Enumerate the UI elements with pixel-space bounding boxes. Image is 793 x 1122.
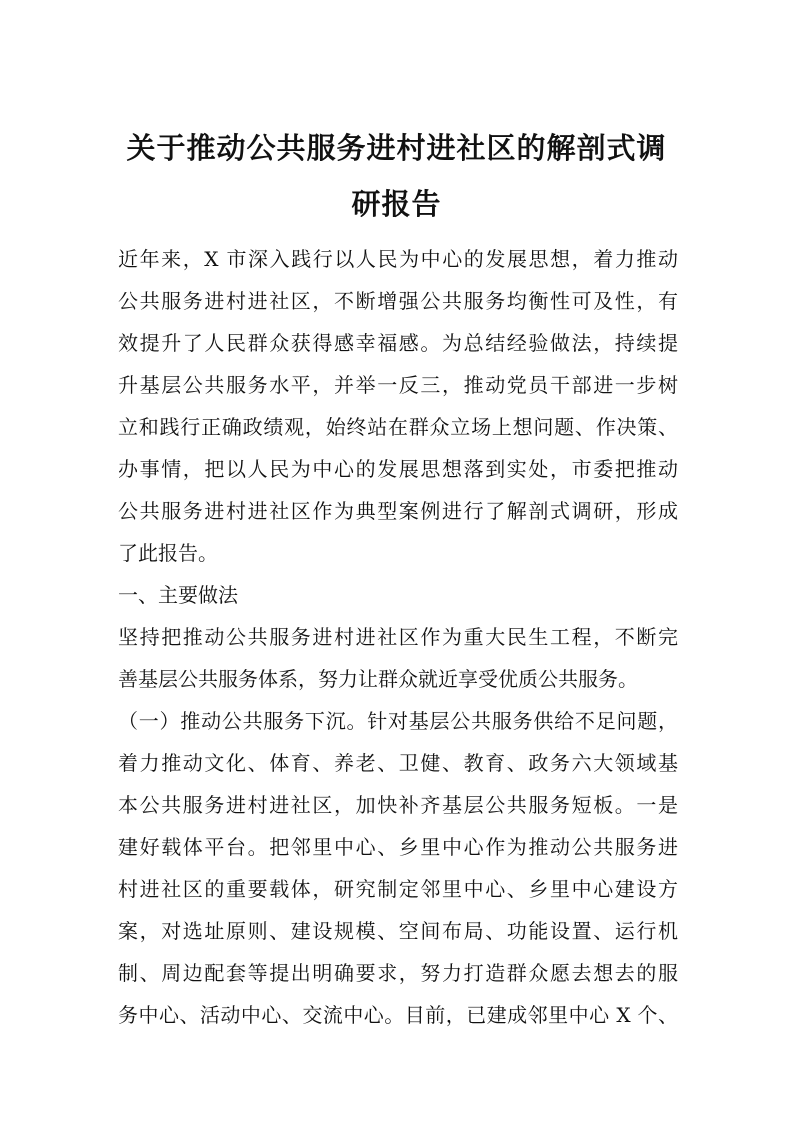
body-line: 案，对选址原则、建设规模、空间布局、功能设置、运行机 [118,919,678,943]
body-line: 本公共服务进村进社区，加快补齐基层公共服务短板。一是 [118,793,678,817]
body-line: 效提升了人民群众获得感幸福感。为总结经验做法，持续提 [118,331,678,355]
body-line: 了此报告。 [118,541,218,565]
body-line: 坚持把推动公共服务进村进社区作为重大民生工程，不断完 [118,625,678,649]
report-body [118,238,678,1036]
report-title [110,120,683,232]
section-heading: 一、主要做法 [118,583,238,607]
subsection-line: （一）推动公共服务下沉。针对基层公共服务供给不足问题， [118,709,678,733]
body-line: 公共服务进村进社区，不断增强公共服务均衡性可及性，有 [118,289,678,313]
body-line: 制、周边配套等提出明确要求，努力打造群众愿去想去的服 [118,961,678,985]
body-line: 着力推动文化、体育、养老、卫健、教育、政务六大领域基 [118,751,678,775]
body-line: 立和践行正确政绩观，始终站在群众立场上想问题、作决策、 [118,415,678,439]
body-line: 村进社区的重要载体，研究制定邻里中心、乡里中心建设方 [118,877,678,901]
body-line: 公共服务进村进社区作为典型案例进行了解剖式调研，形成 [118,499,678,523]
title-line-2: 研报告 [351,187,442,221]
body-line: 建好载体平台。把邻里中心、乡里中心作为推动公共服务进 [118,835,678,859]
title-line-1: 关于推动公共服务进村进社区的解剖式调 [126,131,667,165]
body-line: 善基层公共服务体系，努力让群众就近享受优质公共服务。 [118,667,638,691]
body-line: 务中心、活动中心、交流中心。目前，已建成邻里中心 X 个、 [118,1003,678,1027]
body-line: 近年来，X 市深入践行以人民为中心的发展思想，着力推动 [118,247,678,271]
body-line: 办事情，把以人民为中心的发展思想落到实处，市委把推动 [118,457,678,481]
body-line: 升基层公共服务水平，并举一反三，推动党员干部进一步树 [118,373,678,397]
